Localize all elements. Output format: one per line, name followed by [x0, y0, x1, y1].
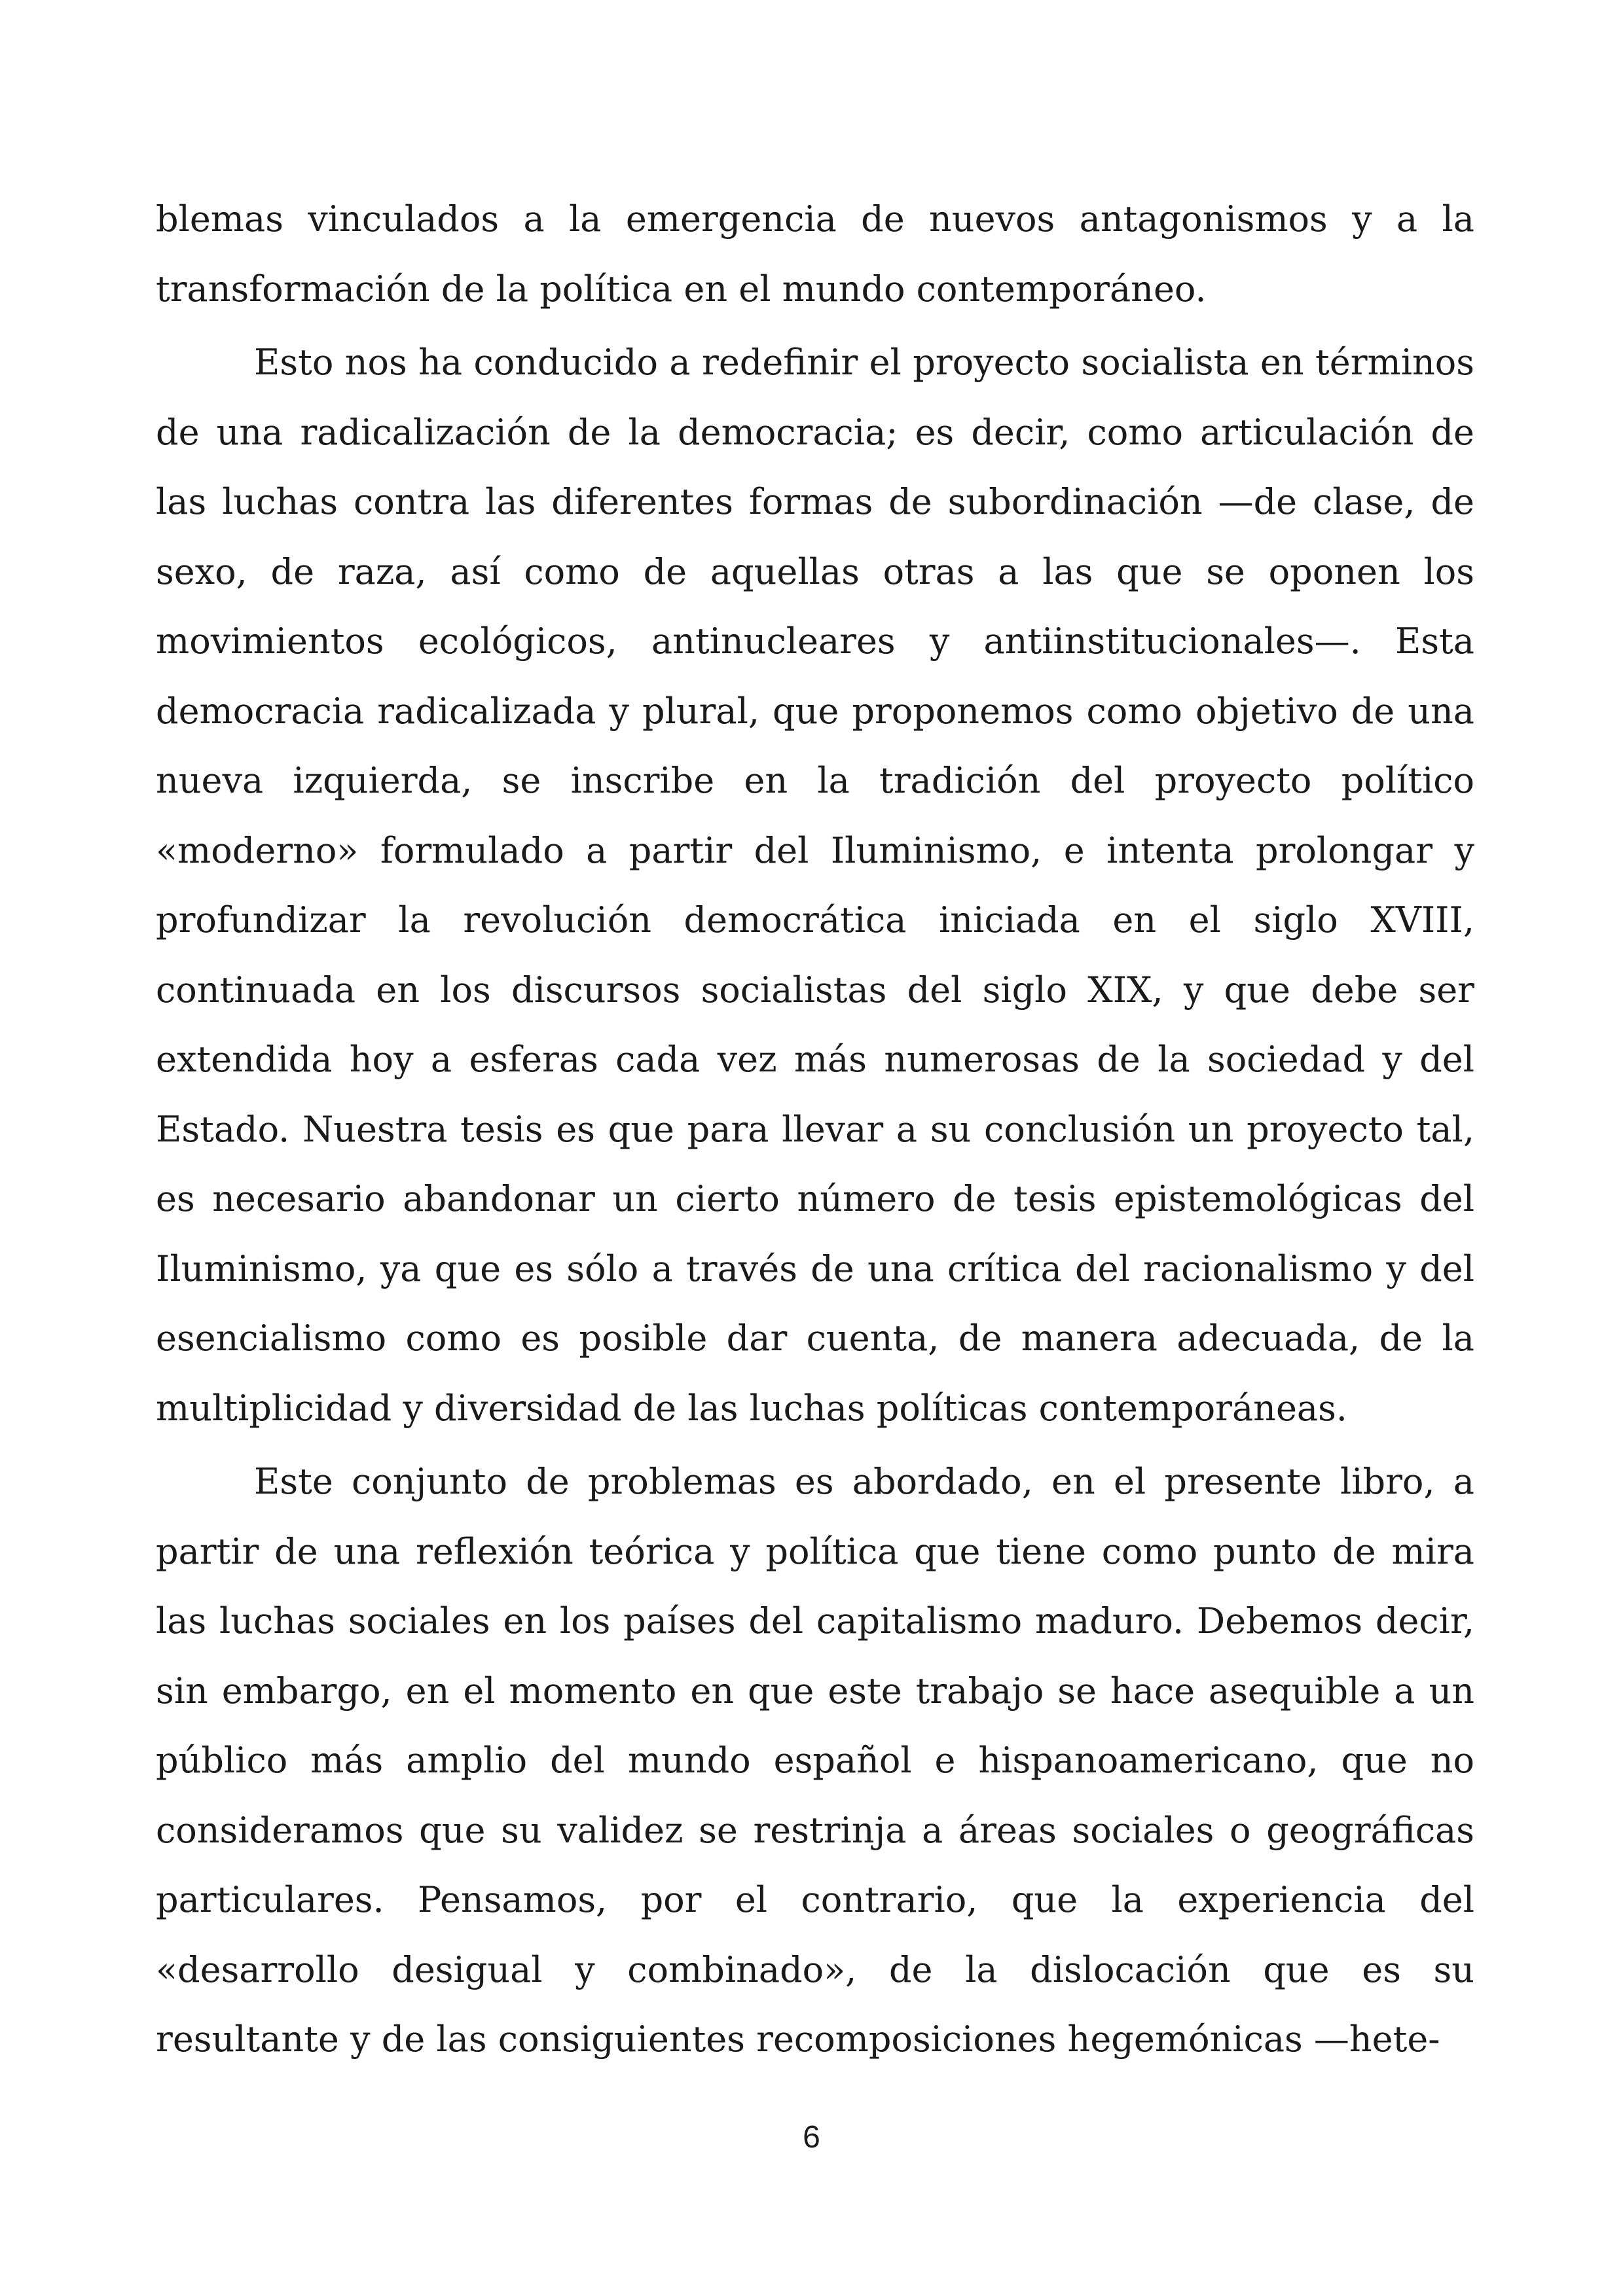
paragraph-continued: blemas vinculados a la emergencia de nuevos antagonismos y a la transformación de la política en el mundo contemporáneo.	[156, 198, 1474, 310]
body-text	[156, 185, 1474, 2079]
paragraph-problems-addressed: Este conjunto de problemas es abordado, en el presente libro, a partir de una reflexión teórica y política que tiene como punto de mira las luchas sociales en los países del capitalismo maduro. Debemos decir, sin embargo, en el momento en que este trabajo se hace asequible a un público más amplio del mundo español e hispanoamericano, que no consideramos que su validez se restrinja a áreas sociales o geográficas particulares. Pensamos, por el contrario, que la experiencia del «desarrollo desigual y combinado», de la dislocación que es su resultante y de las consiguientes recomposiciones hegemónicas —hete-	[156, 1461, 1474, 2060]
page-number: 6	[803, 2120, 820, 2155]
paragraph-socialist-project: Esto nos ha conducido a redefinir el proyecto socialista en términos de una radicalización de la democracia; es decir, como articulación de las luchas contra las diferentes formas de subordinación —de clase, de sexo, de raza, así como de aquellas otras a las que se oponen los movimientos ecológicos, antinucleares y antiinstitucionales—. Esta democracia radicalizada y plural, que proponemos como objetivo de una nueva izquierda, se inscribe en la tradición del proyecto político «moderno» formulado a partir del Iluminismo, e intenta prolongar y profundizar la revolución democrática iniciada en el siglo XVIII, continuada en los discursos socialistas del siglo XIX, y que debe ser extendida hoy a esferas cada vez más numerosas de la sociedad y del Estado. Nuestra tesis es que para llevar a su conclusión un proyecto tal, es necesario abandonar un cierto número de tesis epistemológicas del Iluminismo, ya que es sólo a través de una crítica del racionalismo y del esencialismo como es posible dar cuenta, de manera adecuada, de la multiplicidad y diversidad de las luchas políticas contemporáneas.	[156, 342, 1474, 1429]
